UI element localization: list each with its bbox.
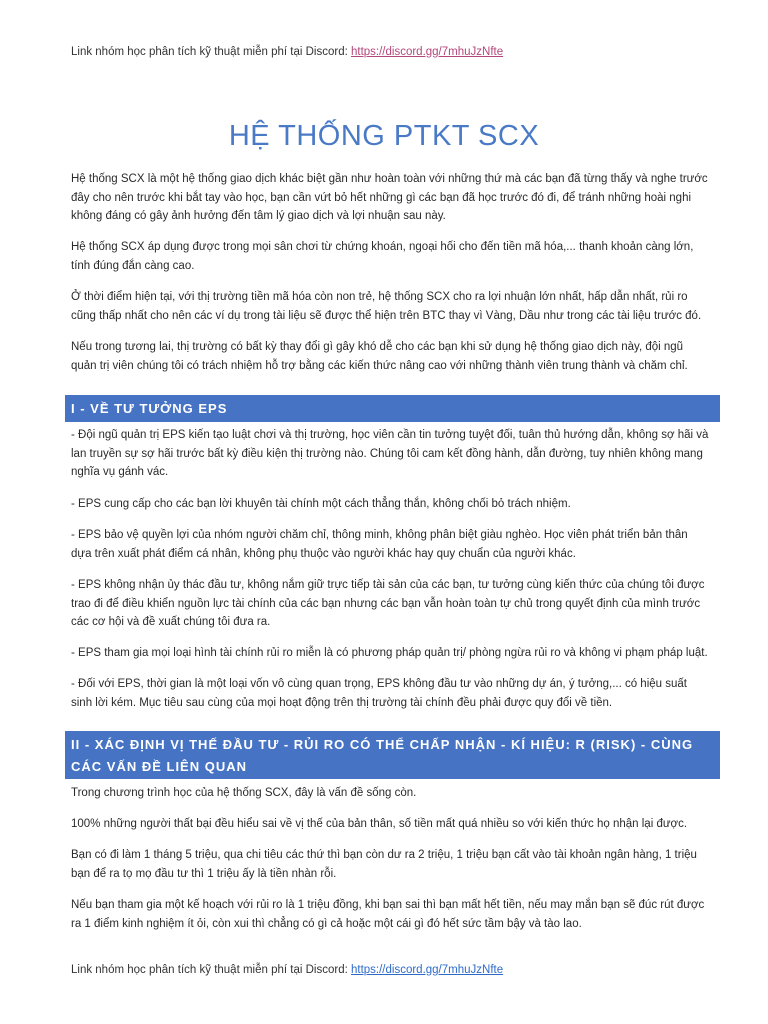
- section1-paragraph-4: - EPS không nhận ủy thác đầu tư, không nắm giữ trực tiếp tài sản của các bạn, tư tưởng cùng kiến thức của chúng tôi được trao đi để điều khiển nguồn lực tài chính của các bạn nhưng các bạn vẫn hoàn toàn tự chủ trong quyết định của mình trước các cơ hội và đề xuất chúng tôi đưa ra.: [71, 579, 705, 628]
- header-discord-line: [71, 46, 503, 58]
- section1-paragraph-1: - Đội ngũ quản trị EPS kiến tạo luật chơi và thị trường, học viên cần tin tưởng tuyệt đối, tuân thủ hướng dẫn, không sợ hãi và lan truyền sự sợ hãi trước bất kỳ điều kiện thị trường nào. Chúng tôi cam kết đồng hành, dẫn đường, tuy nhiên không mang nghĩa vụ gánh vác.: [71, 429, 709, 478]
- section1-paragraph-5: - EPS tham gia mọi loại hình tài chính rủi ro miễn là có phương pháp quản trị/ phòng ngừa rủi ro và không vi phạm pháp luật.: [71, 647, 708, 659]
- footer-discord-line: [71, 964, 503, 976]
- section-heading-1: I - VỀ TƯ TƯỞNG EPS: [65, 395, 720, 422]
- page-title: HỆ THỐNG PTKT SCX: [228, 120, 540, 152]
- intro-paragraph-3: Ở thời điểm hiện tại, với thị trường tiền mã hóa còn non trẻ, hệ thống SCX cho ra lợi nhuận lớn nhất, hấp dẫn nhất, rủi ro cũng thấp nhất cho nên các ví dụ trong tài liệu sẽ được thể hiện trên BTC thay vì Vàng, Dầu như trong các tài liệu trước đó.: [71, 291, 702, 322]
- intro-paragraph-2: Hệ thống SCX áp dụng được trong mọi sân chơi từ chứng khoán, ngoại hối cho đến tiền mã hóa,... thanh khoản càng lớn, tính đúng đắn càng cao.: [71, 241, 694, 272]
- section-heading-2: II - XÁC ĐỊNH VỊ THẾ ĐẦU TƯ - RỦI RO CÓ THỂ CHẤP NHẬN - KÍ HIỆU: R (RISK) - CÙNG CÁC VẤN ĐỀ LIÊN QUAN: [65, 731, 720, 779]
- section2-paragraph-3: Bạn có đi làm 1 tháng 5 triệu, qua chi tiêu các thứ thì bạn còn dư ra 2 triệu, 1 triệu bạn cất vào tài khoản ngân hàng, 1 triệu bạn để ra tọ mọ đầu tư thì 1 triệu ấy là tiền nhàn rỗi.: [71, 849, 697, 880]
- section2-paragraph-2: 100% những người thất bại đều hiểu sai về vị thế của bản thân, số tiền mất quá nhiều so với kiến thức họ nhận lại được.: [71, 818, 688, 830]
- footer-text: Link nhóm học phân tích kỹ thuật miễn phí tại Discord:: [71, 964, 351, 976]
- section1-paragraph-6: - Đối với EPS, thời gian là một loại vốn vô cùng quan trọng, EPS không đầu tư vào những dự án, ý tưởng,... có hiệu suất sinh lời kém. Mục tiêu sau cùng của mọi hoạt động trên thị trường tài chính đều phải được quy đổi về tiền.: [71, 678, 687, 709]
- section1-paragraph-3: - EPS bảo vệ quyền lợi của nhóm người chăm chỉ, thông minh, không phân biệt giàu nghèo. Học viên phát triển bản thân dựa trên xuất phát điểm cá nhân, không phụ thuộc vào người khác hay quy chuẩn của người khác.: [71, 529, 688, 560]
- section2-paragraph-1: Trong chương trình học của hệ thống SCX, đây là vấn đề sống còn.: [71, 787, 417, 799]
- intro-paragraph-4: Nếu trong tương lai, thị trường có bất kỳ thay đổi gì gây khó dễ cho các bạn khi sử dụng hệ thống giao dịch này, đội ngũ quản trị viên chúng tôi có trách nhiệm hỗ trợ bằng các kiến thức nâng cao với những thành viên trung thành và chăm chỉ.: [71, 341, 688, 372]
- header-discord-link[interactable]: https://discord.gg/7mhuJzNfte: [350, 46, 504, 58]
- footer-discord-link[interactable]: https://discord.gg/7mhuJzNfte: [350, 964, 504, 976]
- intro-paragraph-1: Hệ thống SCX là một hệ thống giao dịch khác biệt gần như hoàn toàn với những thứ mà các bạn đã từng thấy và nghe trước đây cho nên trước khi bắt tay vào học, bạn cần vứt bỏ hết những gì các bạn đã học trước đó đi, để tránh những hoài nghi không đáng có gây ảnh hưởng đến tâm lý giao dịch và lợi nhuận sau này.: [71, 173, 708, 222]
- header-text: Link nhóm học phân tích kỹ thuật miễn phí tại Discord:: [71, 46, 351, 58]
- section1-paragraph-2: - EPS cung cấp cho các bạn lời khuyên tài chính một cách thẳng thắn, không chối bỏ trách nhiệm.: [71, 498, 571, 510]
- section2-paragraph-4: Nếu bạn tham gia một kế hoạch với rủi ro là 1 triệu đồng, khi bạn sai thì bạn mất hết tiền, nếu may mắn bạn sẽ đúc rút được ra 1 điểm kinh nghiệm ít ỏi, còn xui thì chẳng có gì cả hoặc một cái gì đó hết sức tầm bậy và tào lao.: [71, 899, 705, 930]
